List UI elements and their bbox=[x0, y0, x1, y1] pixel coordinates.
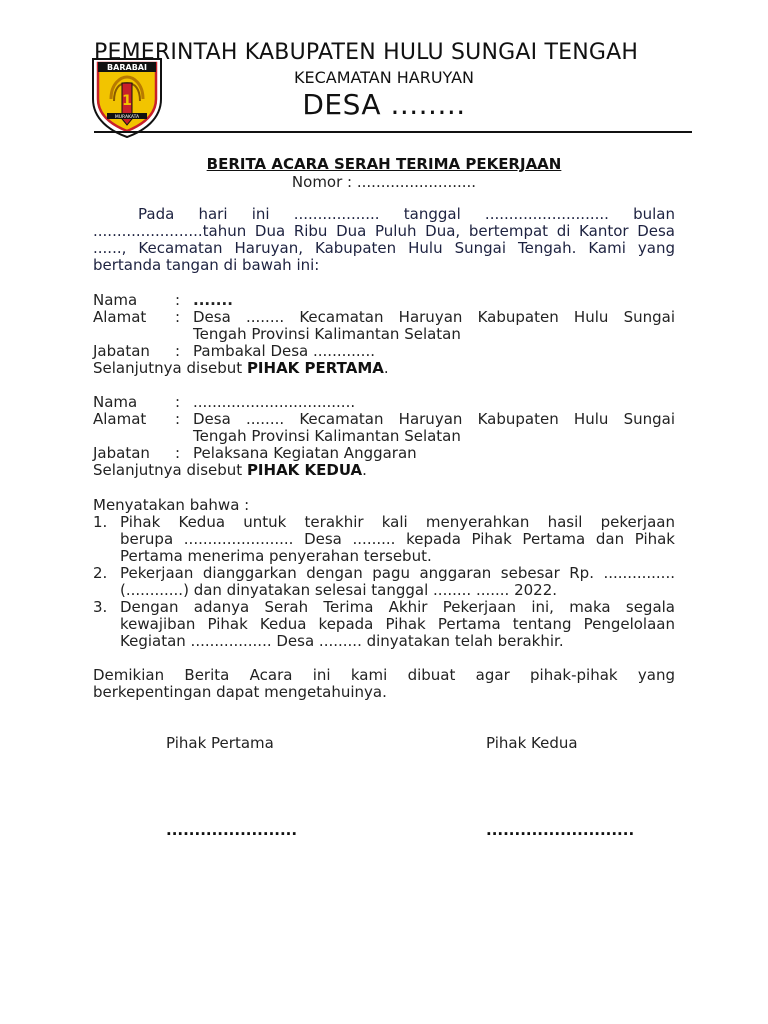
statement-line: Pekerjaan dianggarkan dengan pagu anggaran sebesar Rp. ............... bbox=[120, 564, 675, 582]
intro-line: Pada hari ini .................. tanggal .......................... bulan bbox=[138, 205, 675, 223]
intro-line: bertanda tangan di bawah ini: bbox=[93, 256, 320, 274]
statement-number: 3. bbox=[93, 598, 108, 616]
header-government-title: PEMERINTAH KABUPATEN HULU SUNGAI TENGAH bbox=[94, 40, 639, 65]
statement-item bbox=[93, 565, 675, 599]
header-village: DESA ........ bbox=[302, 88, 466, 121]
statement-text bbox=[120, 514, 675, 565]
colon: : bbox=[175, 291, 181, 309]
party1-alamat-value bbox=[193, 309, 675, 343]
designation-prefix: Selanjutnya disebut bbox=[93, 359, 247, 377]
statement-number: 1. bbox=[93, 513, 108, 531]
party1-alamat-row bbox=[93, 309, 675, 343]
statement-line: Pihak Kedua untuk terakhir kali menyerahkan hasil pekerjaan bbox=[120, 513, 675, 531]
logo-bottom-text: MURAKATA bbox=[114, 115, 140, 120]
party1-alamat-label: Alamat bbox=[93, 308, 147, 326]
statement-item bbox=[93, 599, 675, 650]
statement-line: Kegiatan ................. Desa ......... dinyatakan telah berakhir. bbox=[120, 632, 564, 650]
colon: : bbox=[175, 444, 181, 462]
party2-jabatan-label: Jabatan bbox=[93, 444, 150, 462]
party1-alamat-line: Tengah Provinsi Kalimantan Selatan bbox=[193, 325, 461, 343]
designation-suffix: . bbox=[362, 461, 367, 479]
party1-nama-row bbox=[93, 292, 675, 309]
statement-line: (............) dan dinyatakan selesai tanggal ........ ....... 2022. bbox=[120, 581, 558, 599]
statement-item bbox=[93, 514, 675, 565]
party2-jabatan-value: Pelaksana Kegiatan Anggaran bbox=[193, 444, 417, 462]
statement-line: kewajiban Pihak Kedua kepada Pihak Pertama tentang Pengelolaan bbox=[120, 615, 675, 633]
party2-nama-row bbox=[93, 394, 675, 411]
header-divider bbox=[94, 131, 692, 133]
party1-alamat-line: Desa ........ Kecamatan Haruyan Kabupaten Hulu Sungai bbox=[193, 308, 675, 326]
closing-paragraph bbox=[93, 667, 675, 701]
closing-line: berkepentingan dapat mengetahuinya. bbox=[93, 683, 387, 701]
header-district: KECAMATAN HARUYAN bbox=[293, 68, 474, 87]
document-number: Nomor : ......................... bbox=[291, 173, 477, 191]
svg-text:1: 1 bbox=[122, 93, 132, 109]
party2-alamat-value bbox=[193, 411, 675, 445]
designation-prefix: Selanjutnya disebut bbox=[93, 461, 247, 479]
party1-jabatan-row bbox=[93, 343, 675, 360]
party2-designation bbox=[93, 462, 675, 479]
document-title: BERITA ACARA SERAH TERIMA PEKERJAAN bbox=[206, 155, 562, 173]
colon: : bbox=[175, 308, 181, 326]
logo-top-text: BARABAI bbox=[107, 63, 147, 72]
party2-nama-value: .................................. bbox=[193, 393, 356, 411]
party2-alamat-line: Desa ........ Kecamatan Haruyan Kabupaten Hulu Sungai bbox=[193, 410, 675, 428]
signature-label-first-party: Pihak Pertama bbox=[166, 734, 274, 752]
party1-designation-name: PIHAK PERTAMA bbox=[246, 359, 384, 377]
signature-label-second-party: Pihak Kedua bbox=[486, 734, 578, 752]
statement-text bbox=[120, 599, 675, 650]
party2-jabatan-row bbox=[93, 445, 675, 462]
signature-line-first-party: ....................... bbox=[166, 821, 298, 839]
closing-line: Demikian Berita Acara ini kami dibuat agar pihak-pihak yang bbox=[93, 666, 675, 684]
party2-designation-name: PIHAK KEDUA bbox=[246, 461, 363, 479]
party2-alamat-row bbox=[93, 411, 675, 445]
statement-line: Pertama menerima penyerahan tersebut. bbox=[120, 547, 432, 565]
party1-designation bbox=[93, 360, 675, 377]
party2-nama-label: Nama bbox=[93, 393, 138, 411]
colon: : bbox=[175, 410, 181, 428]
party2-alamat-label: Alamat bbox=[93, 410, 147, 428]
statement-text bbox=[120, 565, 675, 599]
intro-line: ......, Kecamatan Haruyan, Kabupaten Hulu Sungai Tengah. Kami yang bbox=[93, 239, 675, 257]
party1-nama-value: ....... bbox=[193, 291, 233, 309]
statement-line: Dengan adanya Serah Terima Akhir Pekerjaan ini, maka segala bbox=[120, 598, 675, 616]
party1-nama-label: Nama bbox=[93, 291, 138, 309]
colon: : bbox=[175, 393, 181, 411]
party2-alamat-line: Tengah Provinsi Kalimantan Selatan bbox=[193, 427, 461, 445]
party1-jabatan-value: Pambakal Desa ............. bbox=[193, 342, 375, 360]
statement-line: berupa ....................... Desa ......... kepada Pihak Pertama dan Pihak bbox=[120, 530, 675, 548]
colon: : bbox=[175, 342, 181, 360]
statement-heading: Menyatakan bahwa : bbox=[93, 496, 250, 514]
designation-suffix: . bbox=[383, 359, 389, 377]
intro-line: .......................tahun Dua Ribu Dua Puluh Dua, bertempat di Kantor Desa bbox=[93, 222, 675, 240]
statement-number: 2. bbox=[93, 564, 108, 582]
intro-paragraph bbox=[93, 206, 675, 274]
signature-line-second-party: .......................... bbox=[486, 821, 635, 839]
party1-jabatan-label: Jabatan bbox=[93, 342, 150, 360]
